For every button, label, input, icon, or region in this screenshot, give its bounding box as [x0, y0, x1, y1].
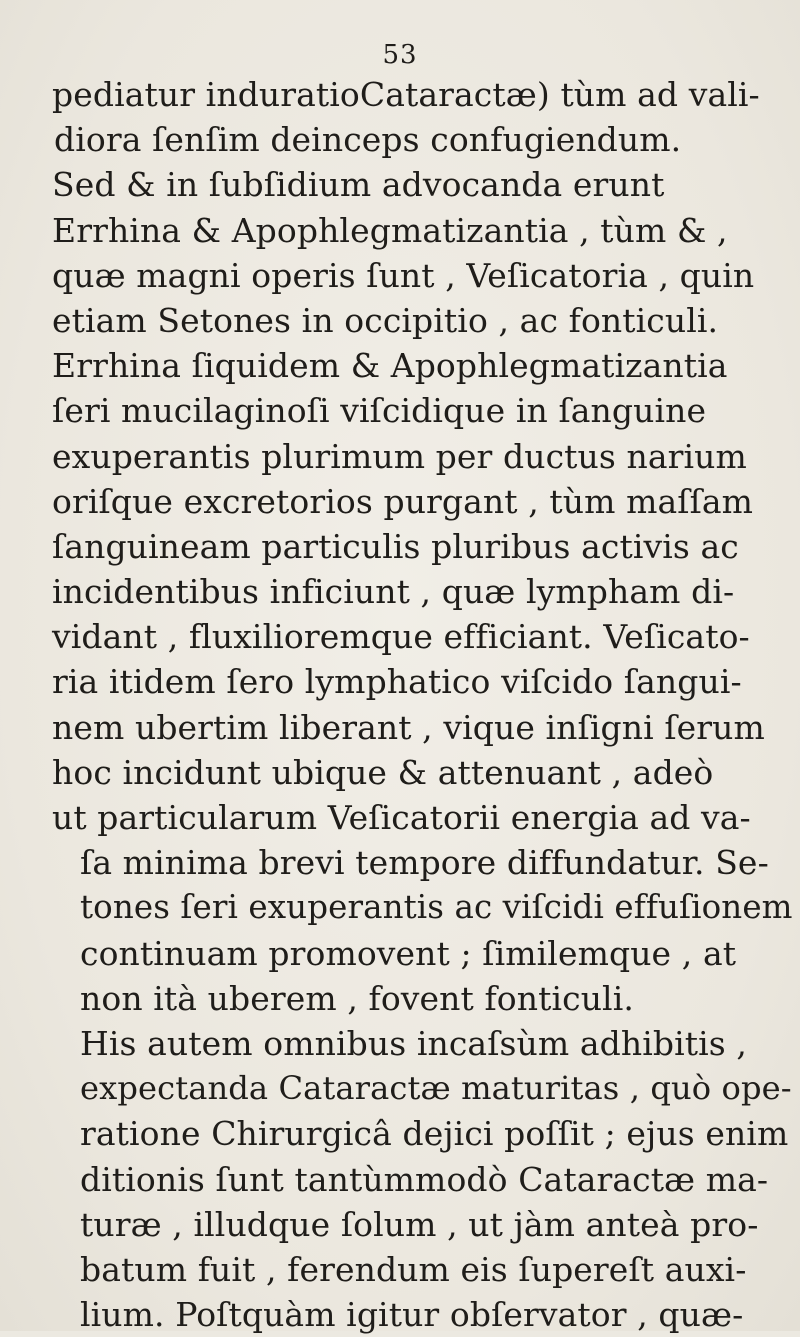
text-line: exuperantis plurimum per ductus narium: [52, 436, 747, 476]
text-line: continuam promovent ; ſimilemque , at: [80, 933, 737, 973]
text-line: pediatur induratioCataractæ) tùm ad vali-: [52, 75, 760, 114]
text-line: ſeri mucilaginoſi viſcidique in ſanguine: [52, 391, 707, 431]
text-line: nem ubertim liberant , vique inſigni ſerum: [52, 707, 765, 747]
text-line: non ità uberem , fovent fonticuli.: [80, 978, 634, 1018]
text-line: His autem omnibus incaſsùm adhibitis ,: [80, 1023, 747, 1063]
text-line: turæ , illudque ſolum , ut jàm anteà pro-: [80, 1204, 759, 1244]
text-line: ditionis ſunt tantùmmodò Cataractæ ma-: [80, 1159, 769, 1199]
text-line: hoc incidunt ubique & attenuant , adeò: [52, 752, 714, 792]
text-line: incidentibus inficiunt , quæ lympham di-: [52, 572, 735, 612]
text-line: ria itidem ſero lymphatico viſcido ſangui-: [52, 662, 742, 702]
text-line: etiam Setones in occipitio , ac fonticuli.: [52, 300, 719, 340]
text-line: diora ſenſim deinceps confugiendum.: [54, 120, 682, 160]
page-number: 53: [382, 40, 418, 70]
text-line: oriſque excretorios purgant , tùm maſſam: [52, 481, 754, 521]
text-line: ut particularum Veſicatorii energia ad va-: [52, 798, 751, 837]
text-line: Errhina & Apophlegmatizantia , tùm & ,: [52, 210, 728, 250]
text-line: quæ magni operis ſunt , Veſicatoria , quin: [52, 255, 755, 295]
text-line: ratione Chirurgicâ dejici poſſit ; ejus enim: [80, 1114, 789, 1154]
text-line: batum fuit , ferendum eis ſupereſt auxi-: [80, 1249, 747, 1289]
body-text: [52, 72, 792, 1337]
text-line: tones ſeri exuperantis ac viſcidi effuſionem: [80, 888, 793, 927]
text-line: Sed & in ſubſidium advocanda erunt: [52, 165, 665, 205]
text-line: lium. Poſtquàm igitur obſervator , quæ-: [80, 1295, 744, 1335]
text-line: ſanguineam particulis pluribus activis ac: [52, 526, 739, 566]
text-line: vidant , fluxilioremque efficiant. Veſicato-: [52, 617, 750, 657]
text-line: ſa minima brevi tempore diffundatur. Se-: [80, 843, 769, 883]
text-line: Errhina ſiquidem & Apophlegmatizantia: [52, 346, 728, 386]
text-line: expectanda Cataractæ maturitas , quò ope-: [80, 1069, 792, 1108]
